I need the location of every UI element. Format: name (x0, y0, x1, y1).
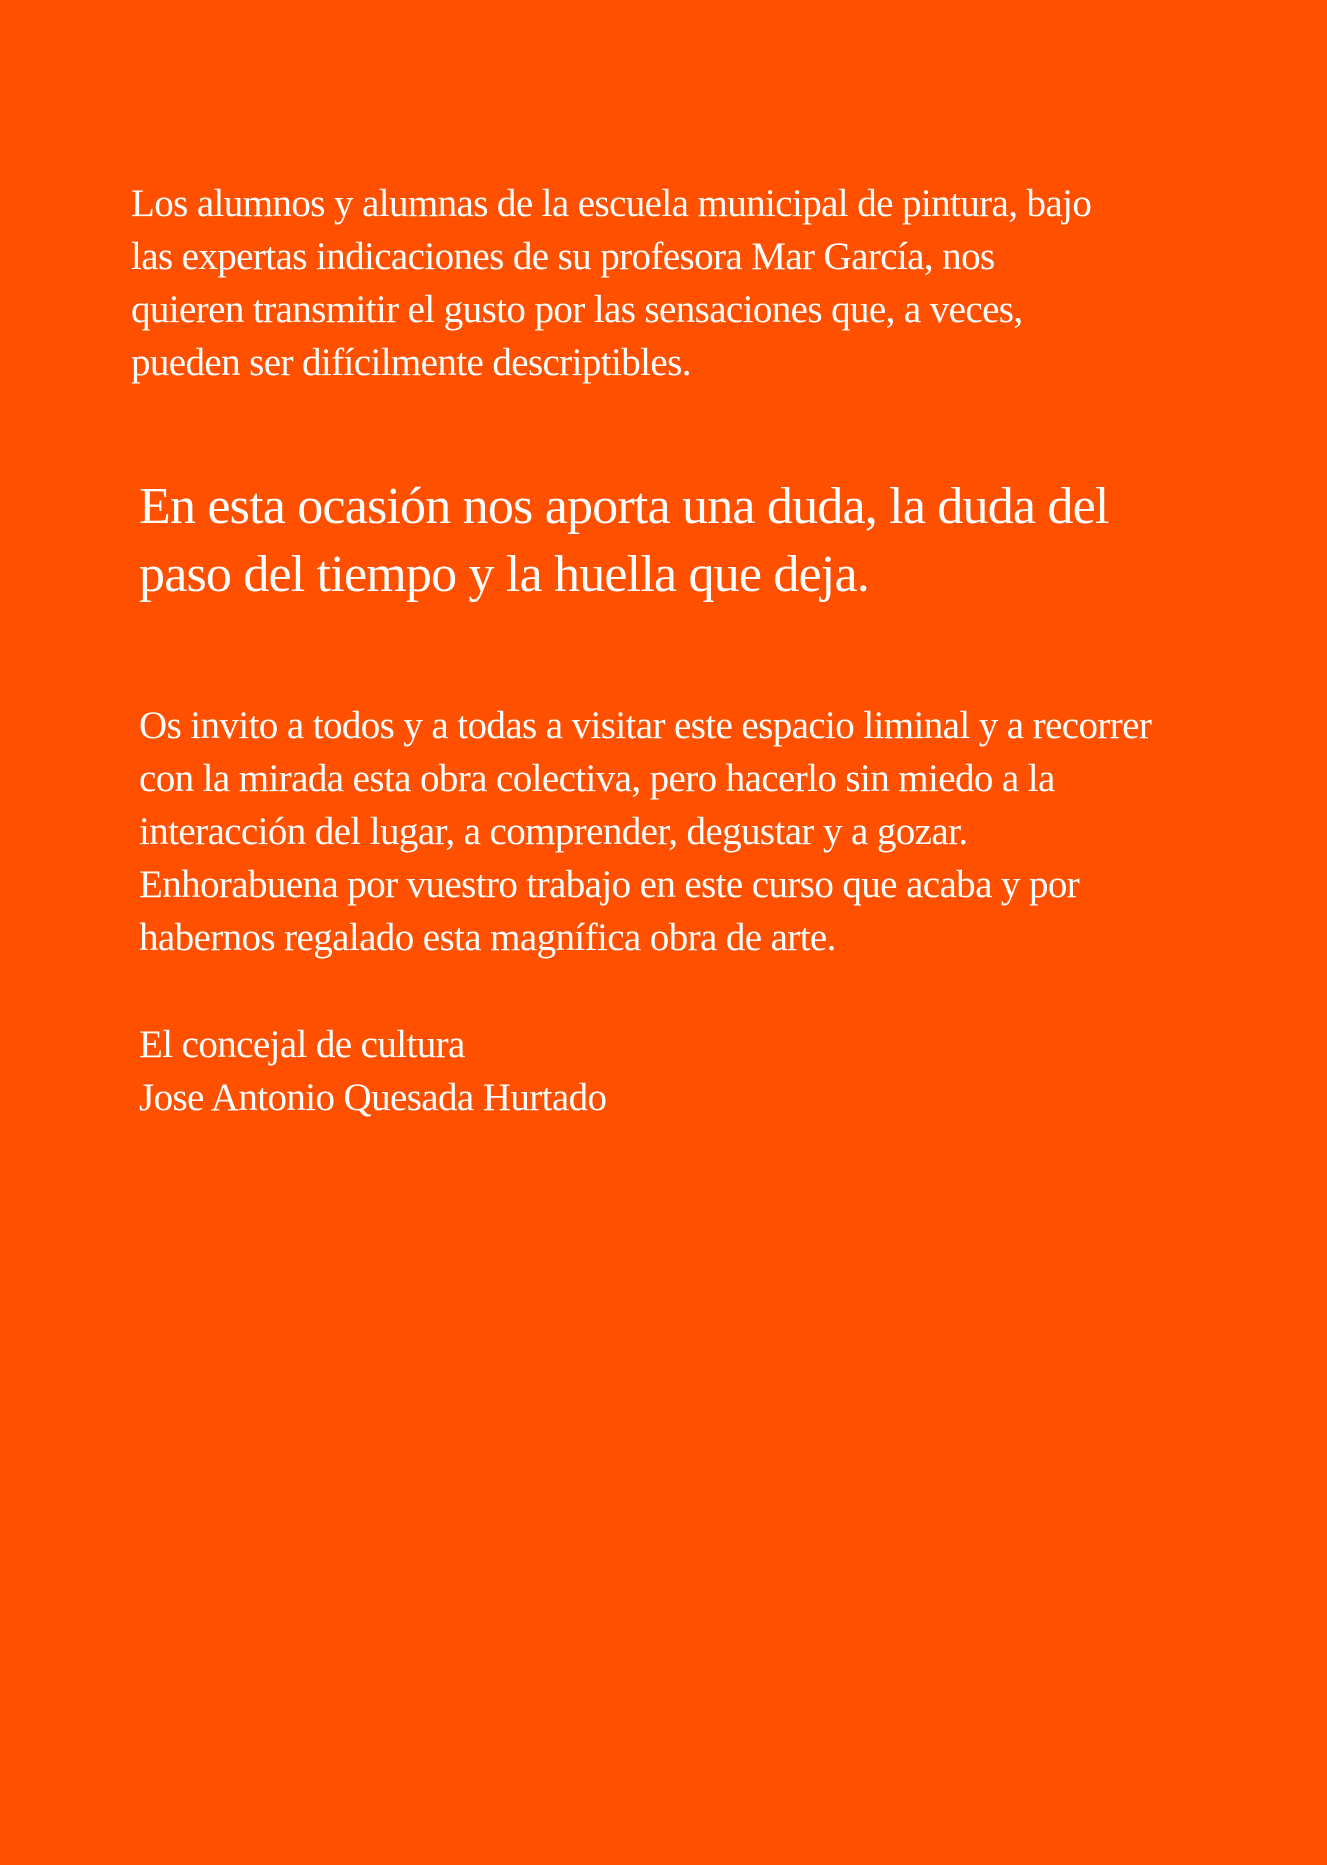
invitation-line: Enhorabuena por vuestro trabajo en este curso que acaba y por (139, 863, 1080, 906)
invitation-line: interacción del lugar, a comprender, degustar y a gozar. (139, 810, 968, 853)
highlight-line: En esta ocasión nos aporta una duda, la duda del (139, 478, 1109, 535)
signature-block (139, 1018, 606, 1124)
intro-line: pueden ser difícilmente descriptibles. (131, 341, 691, 384)
highlight-paragraph (139, 473, 1109, 609)
invitation-paragraph (139, 699, 1151, 964)
intro-paragraph (131, 177, 1091, 389)
signature-role: El concejal de cultura (139, 1023, 465, 1066)
invitation-line: Os invito a todos y a todas a visitar este espacio liminal y a recorrer (139, 704, 1152, 747)
intro-line: Los alumnos y alumnas de la escuela municipal de pintura, bajo (131, 182, 1092, 225)
invitation-line: con la mirada esta obra colectiva, pero hacerlo sin miedo a la (139, 757, 1055, 800)
invitation-line: habernos regalado esta magnífica obra de arte. (139, 916, 836, 959)
signature-name: Jose Antonio Quesada Hurtado (139, 1076, 607, 1119)
intro-line: quieren transmitir el gusto por las sensaciones que, a veces, (131, 288, 1023, 331)
highlight-line: paso del tiempo y la huella que deja. (139, 546, 869, 603)
intro-line: las expertas indicaciones de su profesora Mar García, nos (131, 235, 995, 278)
